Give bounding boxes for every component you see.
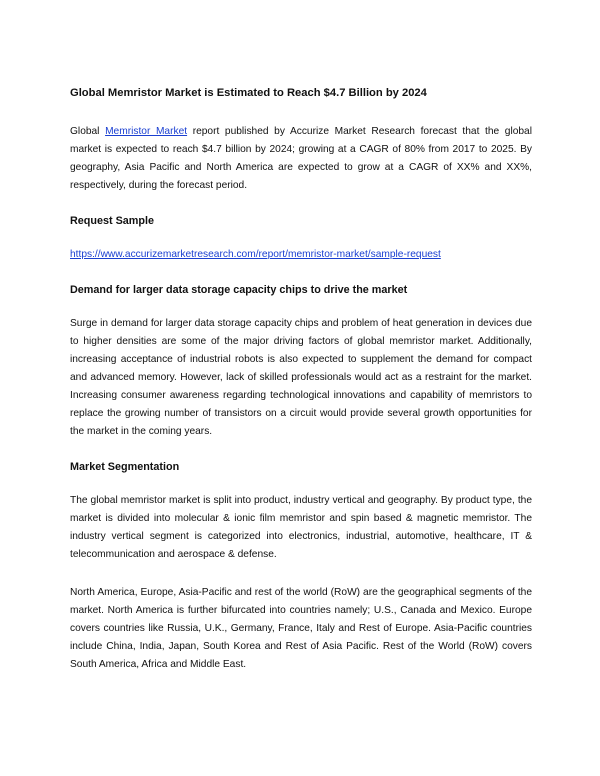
segmentation-heading: Market Segmentation: [70, 461, 180, 473]
intro-paragraph: [70, 123, 532, 195]
demand-paragraph: Surge in demand for larger data storage capacity chips and problem of heat generation in devices due to higher densities are some of the major driving factors of global memristor market. Additionally, increasing acceptance of industrial robots is also expected to supplement the demand for compact and advanced memory. However, lack of skilled professionals would act as a restraint for the market. Increasing consumer awareness regarding technological innovations and capability of memristors to replace the growing number of transistors on a circuit would provide several growth opportunities for the market in the coming years.: [70, 318, 532, 437]
segmentation-paragraph-1: The global memristor market is split into product, industry vertical and geography. By product type, the market is divided into molecular & ionic film memristor and spin based & magnetic memristor. The industry vertical segment is categorized into electronics, industrial, automotive, healthcare, IT & telecommunication and aerospace & defense.: [70, 495, 532, 560]
request-sample-heading: Request Sample: [70, 215, 155, 227]
intro-prefix: Global: [70, 126, 106, 137]
demand-heading: Demand for larger data storage capacity chips to drive the market: [70, 284, 408, 296]
sample-request-link[interactable]: https://www.accurizemarketresearch.com/report/memristor-market/sample-request: [70, 249, 441, 260]
memristor-market-link[interactable]: Memristor Market: [105, 126, 188, 137]
document-page: [70, 86, 532, 674]
intro-suffix: report published by Accurize Market Research forecast that the global market is expected to reach $4.7 billion by 2024; growing at a CAGR of 80% from 2017 to 2025. By geography, Asia Pacific and North America are expected to grow at a CAGR of XX% and XX%, respectively, during the forecast period.: [70, 126, 532, 191]
document-title: Global Memristor Market is Estimated to Reach $4.7 Billion by 2024: [70, 87, 427, 99]
segmentation-paragraph-2: North America, Europe, Asia-Pacific and rest of the world (RoW) are the geographical segments of the market. North America is further bifurcated into countries namely; U.S., Canada and Mexico. Europe covers countries like Russia, U.K., Germany, France, Italy and Rest of Europe. Asia-Pacific countries include China, India, Japan, South Korea and Rest of Asia Pacific. Rest of the World (RoW) covers South America, Africa and Middle East.: [70, 587, 532, 670]
sample-link-line: [70, 246, 532, 264]
